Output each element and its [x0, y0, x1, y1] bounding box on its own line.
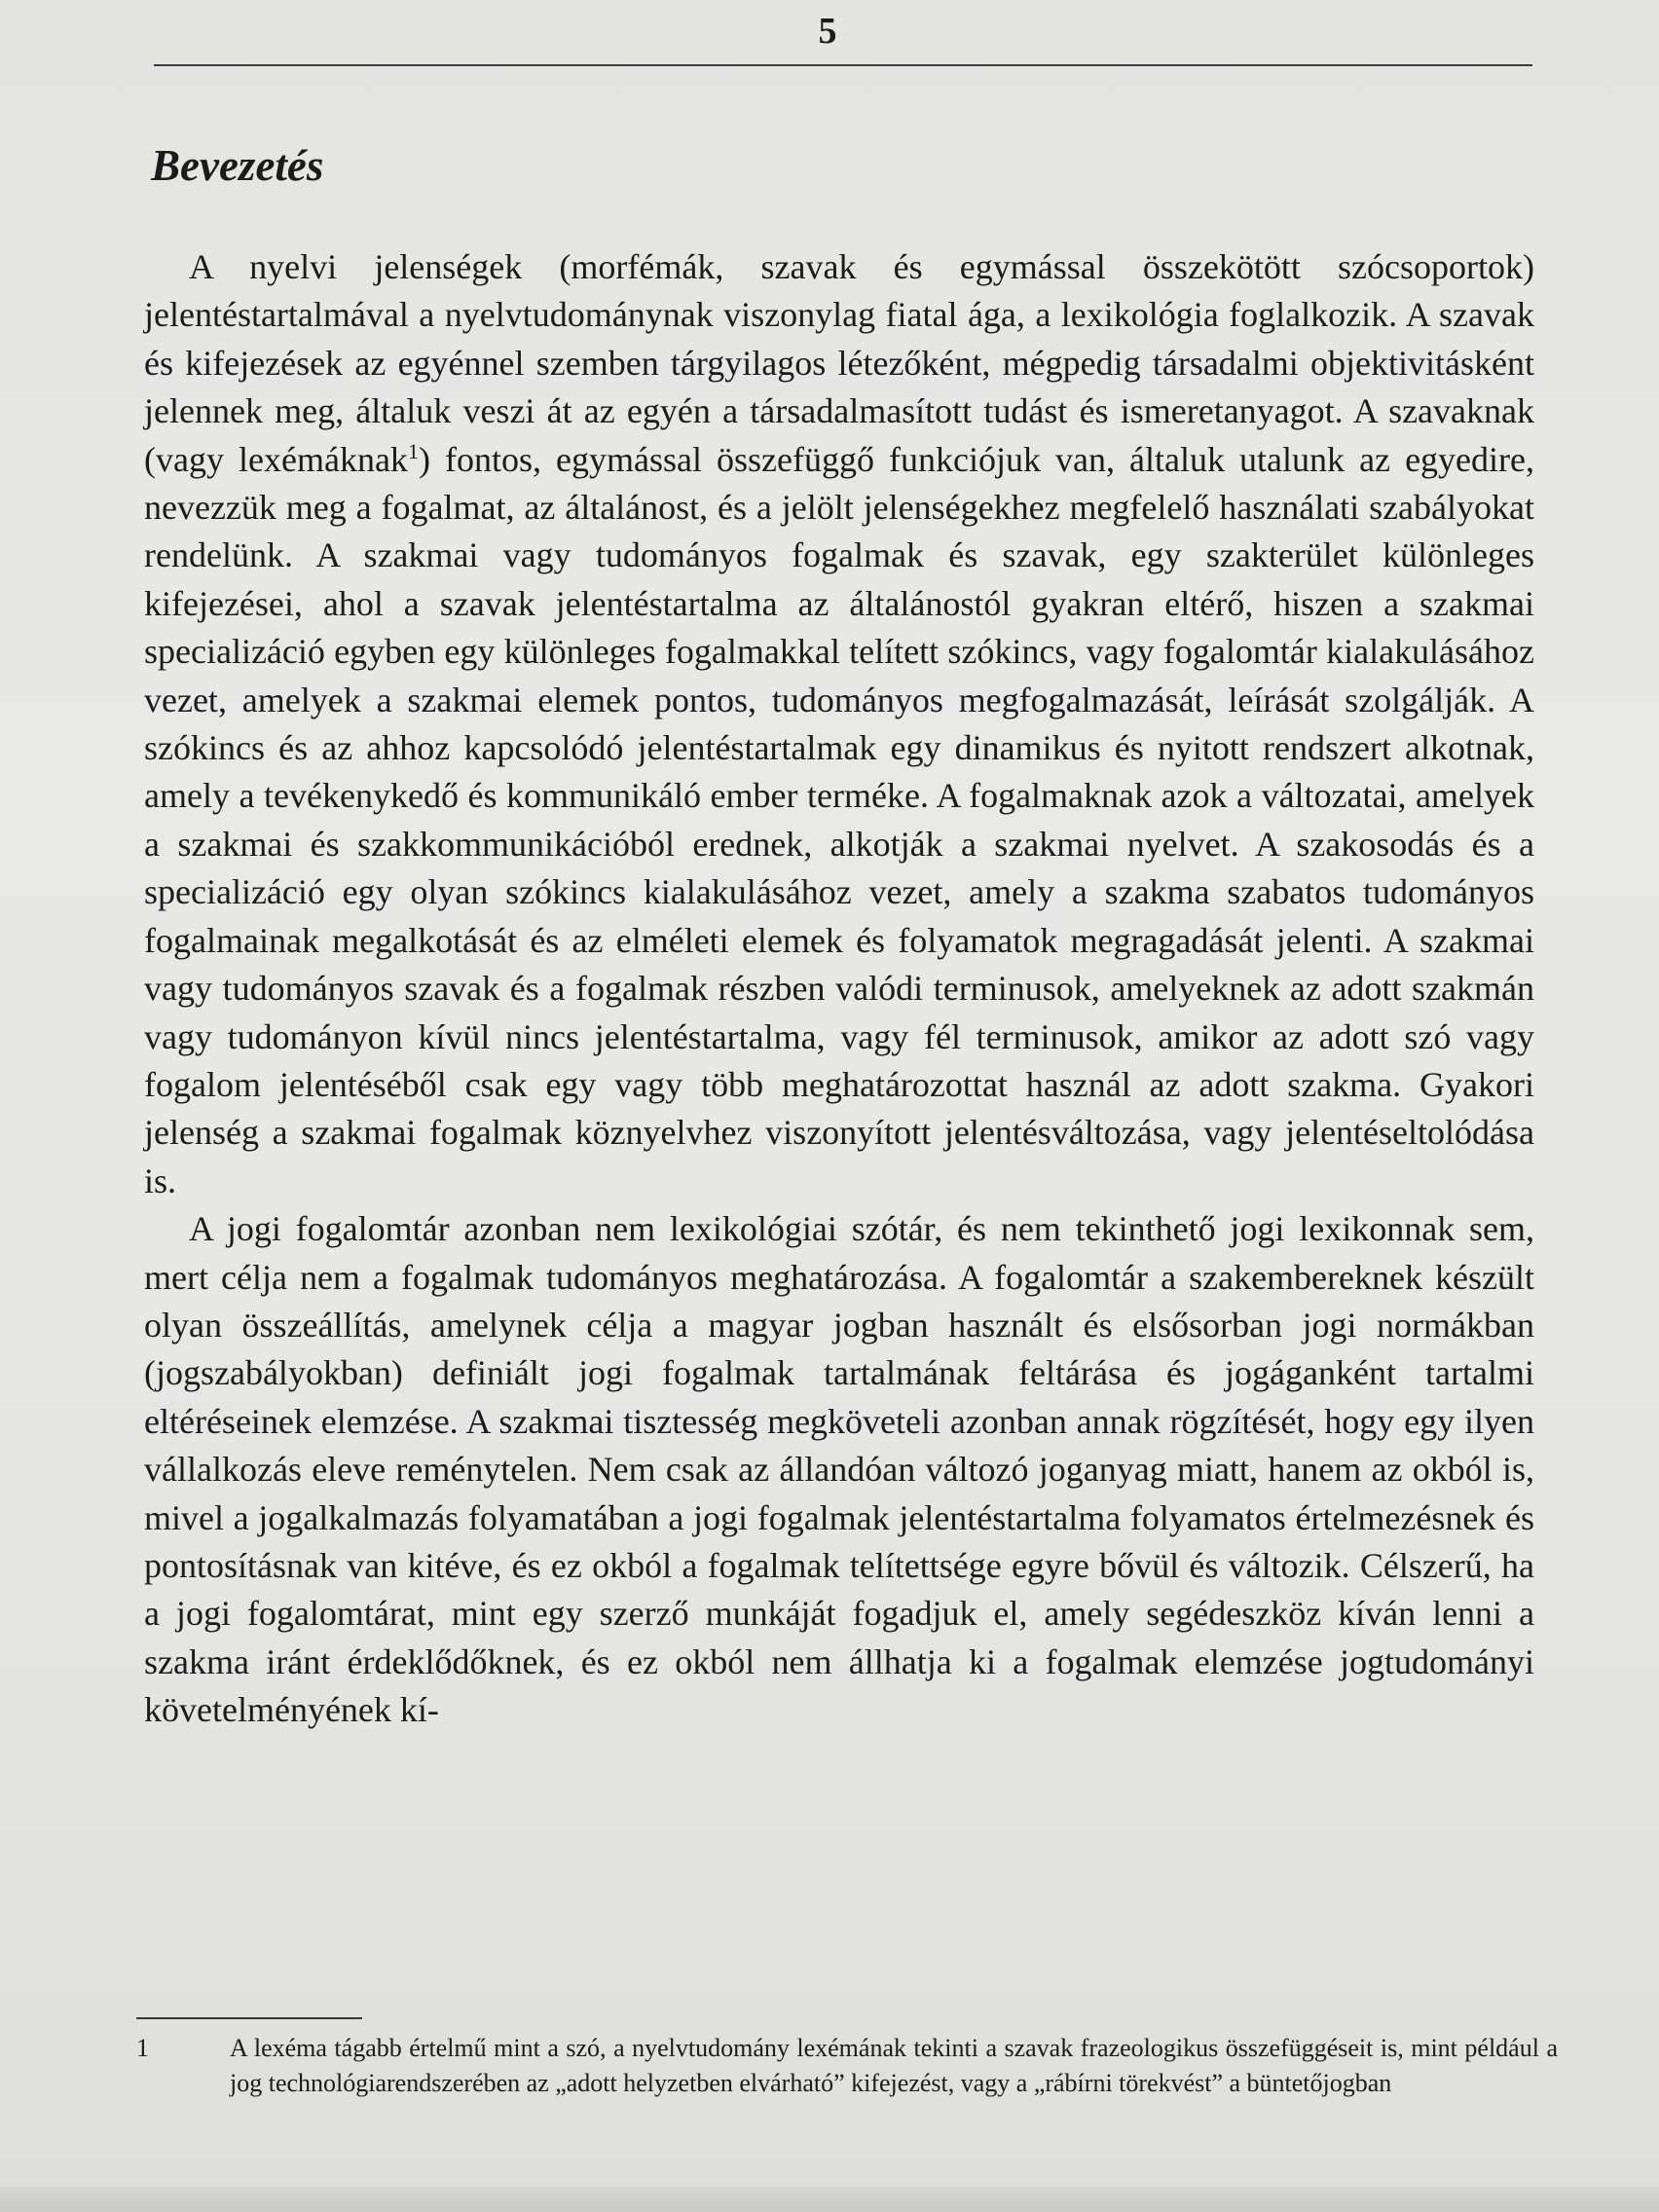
footnote-reference: 1: [407, 438, 419, 463]
paragraph-1-text: A nyelvi jelenségek (morfémák, szavak és egymással összekötött szócsoportok) jelentéstartalmával a nyelvtudománynak viszonylag fiatal ága, a lexikológia foglalkozik. A szavak és kifejezések az egyénnel szemben tárgyilagos létezőként, mégpedig társadalmi objektivitásként jelennek meg, általuk veszi át az egyén a társadalmasított tudást és ismeretanyagot. A szavaknak (vagy lexémáknak: [144, 247, 1534, 479]
footnote: [136, 2031, 1558, 2101]
footnote-marker: 1: [136, 2034, 149, 2062]
page-bottom-edge: [0, 2187, 1659, 2212]
paragraph-1-continuation: ) fontos, egymással összefüggő funkciójuk van, általuk utalunk az egyedire, nevezzük meg a fogalmat, az általánost, és a jelölt jelenségekhez megfelelő használati szabályokat rendelünk. A szakmai vagy tudományos fogalmak és szavak, egy szakterület különleges kifejezései, ahol a szavak jelentéstartalma az általánostól gyakran eltérő, hiszen a szakmai specializáció egyben egy különleges fogalmakkal telített szókincs, vagy fogalomtár kialakulásához vezet, amelyek a szakmai elemek pontos, tudományos megfogalmazását, leírását szolgálják. A szókincs és az ahhoz kapcsolódó jelentéstartalmak egy dinamikus és nyitott rendszert alkotnak, amely a tevékenykedő és kommunikáló ember terméke. A fogalmaknak azok a változatai, amelyek a szakmai és szakkommunikációból erednek, alkotják a szakmai nyelvet. A szakosodás és a specializáció egy olyan szókincs kialakulásához vezet, amely a szakma szabatos tudományos fogalmainak megalkotását és az elméleti elemek és folyamatok megragadását jelenti. A szakmai vagy tudományos szavak és a fogalmak részben valódi terminusok, amelyeknek az adott szakmán vagy tudományon kívül nincs jelentéstartalma, vagy fél terminusok, amikor az adott szó vagy fogalom jelentéséből csak egy vagy több meghatározottat használ az adott szakma. Gyakori jelenség a szakmai fogalmak köznyelvhez viszonyított jelentésváltozása, vagy jelentéseltolódása is.: [144, 439, 1534, 1200]
paragraph-2: A jogi fogalomtár azonban nem lexikológiai szótár, és nem tekinthető jogi lexikonnak sem, mert célja nem a fogalmak tudományos meghatározása. A fogalomtár a szakembereknek készült olyan összeállítás, amelynek célja a magyar jogban használt és elsősorban jogi normákban (jogszabályokban) definiált jogi fogalmak tartalmának feltárása és jogáganként tartalmi eltéréseinek elemzése. A szakmai tisztesség megköveteli azonban annak rögzítését, hogy egy ilyen vállalkozás eleve reménytelen. Nem csak az állandóan változó joganyag miatt, hanem az okból is, mivel a jogalkalmazás folyamatában a jogi fogalmak jelentéstartalma folyamatos értelmezésnek és pontosításnak van kitéve, és ez okból a fogalmak telítettsége egyre bővül és változik. Célszerű, ha a jogi fogalomtárat, mint egy szerző munkáját fogadjuk el, amely segédeszköz kíván lenni a szakma iránt érdeklődőknek, és ez okból nem állhatja ki a fogalmak elemzése jogtudományi követelményének kí-: [144, 1209, 1534, 1730]
header-rule: [154, 64, 1532, 66]
section-heading: Bevezetés: [151, 141, 324, 190]
paragraph-1: [144, 243, 1534, 1205]
page-number: 5: [818, 11, 837, 52]
body-text: [144, 243, 1534, 1735]
footnote-text: A lexéma tágabb értelmű mint a szó, a nyelvtudomány lexémának tekinti a szavak frazeologikus összefüggéseit is, mint például a jog technológiarendszerében az „adott helyzetben elvárható” kifejezést, vagy a „rábírni törekvést” a büntetőjogban: [230, 2034, 1558, 2097]
footnote-rule: [136, 2017, 362, 2019]
